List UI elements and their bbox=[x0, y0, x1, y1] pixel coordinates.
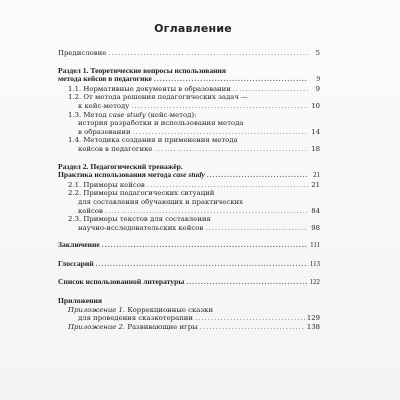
toc-entry-glossary bbox=[58, 260, 320, 270]
dot-leader bbox=[131, 102, 308, 111]
toc-appendices-heading bbox=[58, 297, 320, 306]
section-heading-line: Раздел 2. Педагогический тренажёр. bbox=[58, 161, 183, 171]
toc-entry-text: 2.3. Примеры текстов для составления bbox=[68, 215, 211, 224]
toc-entry-preface bbox=[58, 49, 320, 58]
toc-entry-text: Глоссарий bbox=[58, 258, 94, 268]
toc-entry-1-3 bbox=[58, 111, 320, 137]
dot-leader bbox=[205, 224, 308, 233]
toc-entry-text: для составления обучающих и практических bbox=[78, 197, 243, 206]
case-study-term: case study bbox=[173, 170, 205, 180]
dot-leader bbox=[133, 128, 308, 137]
toc-entry-text: кейсов в педагогике bbox=[78, 144, 153, 153]
toc-page-number: 9 bbox=[315, 84, 320, 93]
toc-page-number: 111 bbox=[310, 242, 320, 250]
toc-page-number: 14 bbox=[311, 127, 320, 136]
toc-page-number: 9 bbox=[316, 76, 320, 84]
toc-entry-text: 1.4. Методика создания и применения метода bbox=[68, 136, 238, 145]
dot-leader bbox=[102, 241, 308, 250]
toc-page-number: 21 bbox=[313, 172, 320, 180]
dot-leader bbox=[195, 314, 305, 323]
dot-leader bbox=[207, 171, 308, 180]
dot-leader bbox=[154, 75, 308, 84]
dot-leader bbox=[105, 207, 308, 216]
toc-entry-appendix-2 bbox=[58, 323, 320, 332]
toc-entry-2-1 bbox=[58, 181, 320, 190]
case-study-term: case study bbox=[108, 110, 146, 119]
toc-page-number: 113 bbox=[309, 260, 320, 268]
page-title: Оглавление bbox=[154, 22, 232, 35]
dot-leader bbox=[200, 323, 305, 332]
toc-entry-text: в образовании bbox=[78, 127, 131, 136]
toc-entry-text: 1.3. Метод case study (кейс-метод): bbox=[68, 110, 197, 119]
dot-leader bbox=[186, 278, 307, 287]
section-heading-line: Практика использования метода case study bbox=[58, 170, 205, 180]
dot-leader bbox=[108, 49, 308, 58]
section-heading-line: метода кейсов в педагогике bbox=[58, 74, 152, 84]
toc-page-number: 129 bbox=[306, 314, 320, 323]
toc-entry-text: история разработки и использования метода bbox=[78, 119, 244, 128]
toc-page-number: 84 bbox=[311, 206, 320, 215]
toc-page-number: 98 bbox=[311, 223, 320, 232]
toc-page-number: 122 bbox=[309, 279, 320, 287]
section-heading-line: Раздел 1. Теоретические вопросы использования bbox=[58, 65, 226, 75]
toc-entry-text: 1.2. От метода решения педагогических задач — bbox=[68, 93, 248, 102]
table-of-contents bbox=[58, 22, 320, 331]
toc-entry-2-2 bbox=[58, 189, 320, 215]
toc-entry-2-3 bbox=[58, 215, 320, 232]
toc-entry-references bbox=[58, 278, 320, 288]
appendix-label: Приложение 2. bbox=[68, 322, 126, 331]
toc-entry-text: 2.1. Примеры кейсов bbox=[68, 180, 145, 189]
toc-page-number: 138 bbox=[306, 322, 320, 331]
section-heading-line: Приложения bbox=[58, 296, 103, 306]
toc-entry-text: 1.1. Нормативные документы в образовании bbox=[68, 84, 231, 93]
toc-entry-text: кейсов bbox=[78, 206, 103, 215]
toc-section-1-heading bbox=[58, 67, 320, 85]
toc-page-number: 5 bbox=[315, 49, 320, 57]
toc-section-2-heading bbox=[58, 163, 320, 181]
toc-page-number: 21 bbox=[311, 180, 320, 189]
toc-entry-1-2 bbox=[58, 93, 320, 110]
toc-entry-text: для проведения сказкотерапии bbox=[78, 314, 193, 323]
toc-entry-text: Заключение bbox=[58, 240, 100, 250]
toc-entry-text: к кейс-методу bbox=[78, 101, 130, 110]
toc-entry-text: Приложение 2. Развивающие игры bbox=[68, 322, 198, 331]
toc-entry-text: Приложение 1. Коррекционные сказки bbox=[68, 305, 214, 314]
toc-entry-text: научно-исследовательских кейсов bbox=[78, 223, 204, 232]
dot-leader bbox=[233, 85, 308, 94]
toc-entry-1-1 bbox=[58, 85, 320, 94]
toc-entry-conclusion bbox=[58, 241, 320, 251]
toc-entry-text: Предисловие bbox=[58, 49, 107, 57]
dot-leader bbox=[155, 145, 309, 154]
toc-page-number: 10 bbox=[311, 101, 320, 110]
appendix-label: Приложение 1. bbox=[68, 305, 126, 314]
toc-entry-1-4 bbox=[58, 136, 320, 153]
toc-page-number: 18 bbox=[311, 144, 320, 153]
toc-entry-text: 2.2. Примеры педагогических ситуаций bbox=[68, 189, 215, 198]
dot-leader bbox=[147, 181, 308, 190]
dot-leader bbox=[96, 260, 308, 269]
toc-entry-text: Список использованной литературы bbox=[58, 277, 185, 287]
toc-entry-appendix-1 bbox=[58, 306, 320, 323]
